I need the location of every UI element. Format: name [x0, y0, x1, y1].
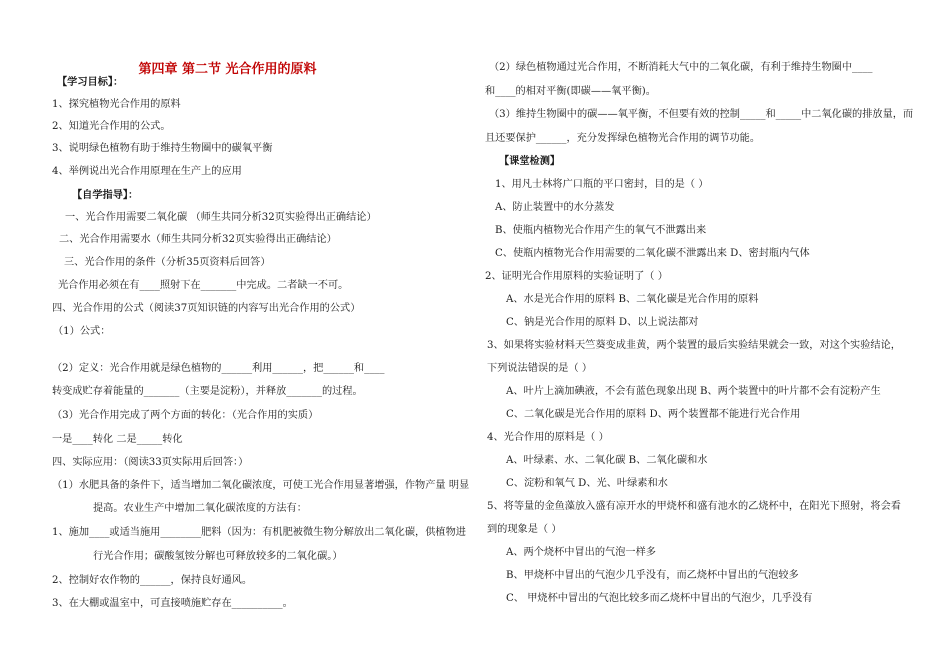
text-line: 一、光合作用需要二氧化碳 （师生共同分析32页实验得出正确结论）	[65, 212, 377, 223]
option: B、甲烧杯中冒出的气泡少几乎没有，而乙烧杯中冒出的气泡较多	[506, 570, 799, 581]
question: 4、光合作用的原料是（ ）	[487, 432, 609, 443]
option: A、水是光合作用的原料 B、二氧化碳是光合作用的原料	[506, 294, 759, 305]
option: C、使瓶内植物光合作用需要的二氧化碳不泄露出来 D、密封瓶内气体	[495, 248, 810, 259]
question: 下列说法错误的是（ ）	[487, 363, 593, 374]
text-line: （1）公式：	[53, 326, 111, 337]
option: C、 甲烧杯中冒出的气泡比较多而乙烧杯中冒出的气泡少，几乎没有	[506, 593, 813, 604]
text-line: 提高。农业生产中增加二氧化碳浓度的方法有：	[93, 503, 307, 514]
text-line: 一是____转化 二是_____转化	[52, 434, 183, 445]
text-line: 4、举例说出光合作用原理在生产上的应用	[52, 166, 242, 177]
text-line: 2、知道光合作用的公式。	[52, 121, 171, 132]
option: C、钠是光合作用的原料 D、以上说法都对	[506, 317, 699, 328]
text-line: 光合作用必须在有____照射下在_______中完成。二者缺一不可。	[58, 280, 349, 291]
text-line: 四、光合作用的公式（阅读37页知识链的内容写出光合作用的公式）	[52, 303, 361, 314]
text-line: 3、在大棚或温室中，可直接喷施贮存在__________。	[52, 598, 293, 609]
text-line: 二、光合作用需要水（师生共同分析32页实验得出正确结论）	[59, 234, 337, 245]
text-line: （3）光合作用完成了两个方面的转化：（光合作用的实质）	[52, 410, 319, 421]
option: A、防止装置中的水分蒸发	[495, 202, 615, 213]
text-line: 转变成贮存着能量的_______（主要是淀粉），并释放_______的过程。	[52, 386, 363, 397]
text-line: 三、光合作用的条件（分析35页资料后回答）	[64, 257, 271, 268]
section-heading: 【自学指导】：	[72, 189, 139, 201]
text-line: 2、控制好农作物的______，保持良好通风。	[52, 575, 253, 586]
text-line: （2）定义：光合作用就是绿色植物的______利用______，把______和____	[52, 363, 385, 374]
option: C、二氧化碳是光合作用的原料 D、两个装置都不能进行光合作用	[506, 409, 801, 420]
question: 到的现象是（ ）	[487, 524, 562, 535]
text-line: 行光合作用；碳酸氢铵分解也可释放较多的二氧化碳。）	[93, 551, 343, 562]
page-title: 第四章 第二节 光合作用的原料	[138, 62, 317, 77]
text-line: 且还要保护______，充分发挥绿色植物光合作用的调节功能。	[485, 133, 761, 144]
text-line: （2）绿色植物通过光合作用，不断消耗大气中的二氧化碳，有利于维持生物圈中____	[489, 62, 873, 73]
question: 2、证明光合作用原料的实验证明了（ ）	[485, 271, 668, 282]
question: 3、如果将实验材料天竺葵变成韭黄，两个装置的最后实验结果就会一致，对这个实验结论，	[487, 340, 901, 351]
option: B、使瓶内植物光合作用产生的氧气不泄露出来	[495, 225, 707, 236]
text-line: 1、施加____或适当施用________肥料（因为：有机肥被微生物分解放出二氧化碳，供植物进	[52, 527, 466, 538]
text-line: （3）维持生物圈中的碳——氧平衡，不但要有效的控制_____和_____中二氧化碳的排放量，而	[489, 109, 914, 120]
text-line: 四、实际应用：（阅读33页实际用后回答：）	[52, 457, 249, 468]
option: C、淀粉和氧气 D、光、叶绿素和水	[506, 478, 668, 489]
option: A、两个烧杯中冒出的气泡一样多	[506, 547, 656, 558]
text-line: 1、探究植物光合作用的原料	[52, 99, 181, 110]
question: 1、用凡士林将广口瓶的平口密封，目的是（ ）	[495, 179, 709, 190]
section-heading: 【课堂检测】	[499, 155, 561, 167]
text-line: 和____的相对平衡(即碳——氧平衡)。	[485, 86, 656, 97]
text-line: （1）水肥具备的条件下，适当增加二氧化碳浓度，可使工光合作用显著增强，作物产量 明显	[52, 480, 470, 491]
text-line: 3、说明绿色植物有助于维持生物圈中的碳氧平衡	[52, 143, 273, 154]
section-heading: 【学习目标】：	[57, 76, 124, 88]
option: A、叶绿素、水、二氧化碳 B、二氧化碳和水	[506, 455, 708, 466]
question: 5、将等量的金鱼藻放入盛有凉开水的甲烧杯和盛有池水的乙烧杯中，在阳光下照射，将会看	[487, 501, 901, 512]
option: A、叶片上滴加碘液，不会有蓝色现象出现 B、两个装置中的叶片都不会有淀粉产生	[506, 386, 881, 397]
